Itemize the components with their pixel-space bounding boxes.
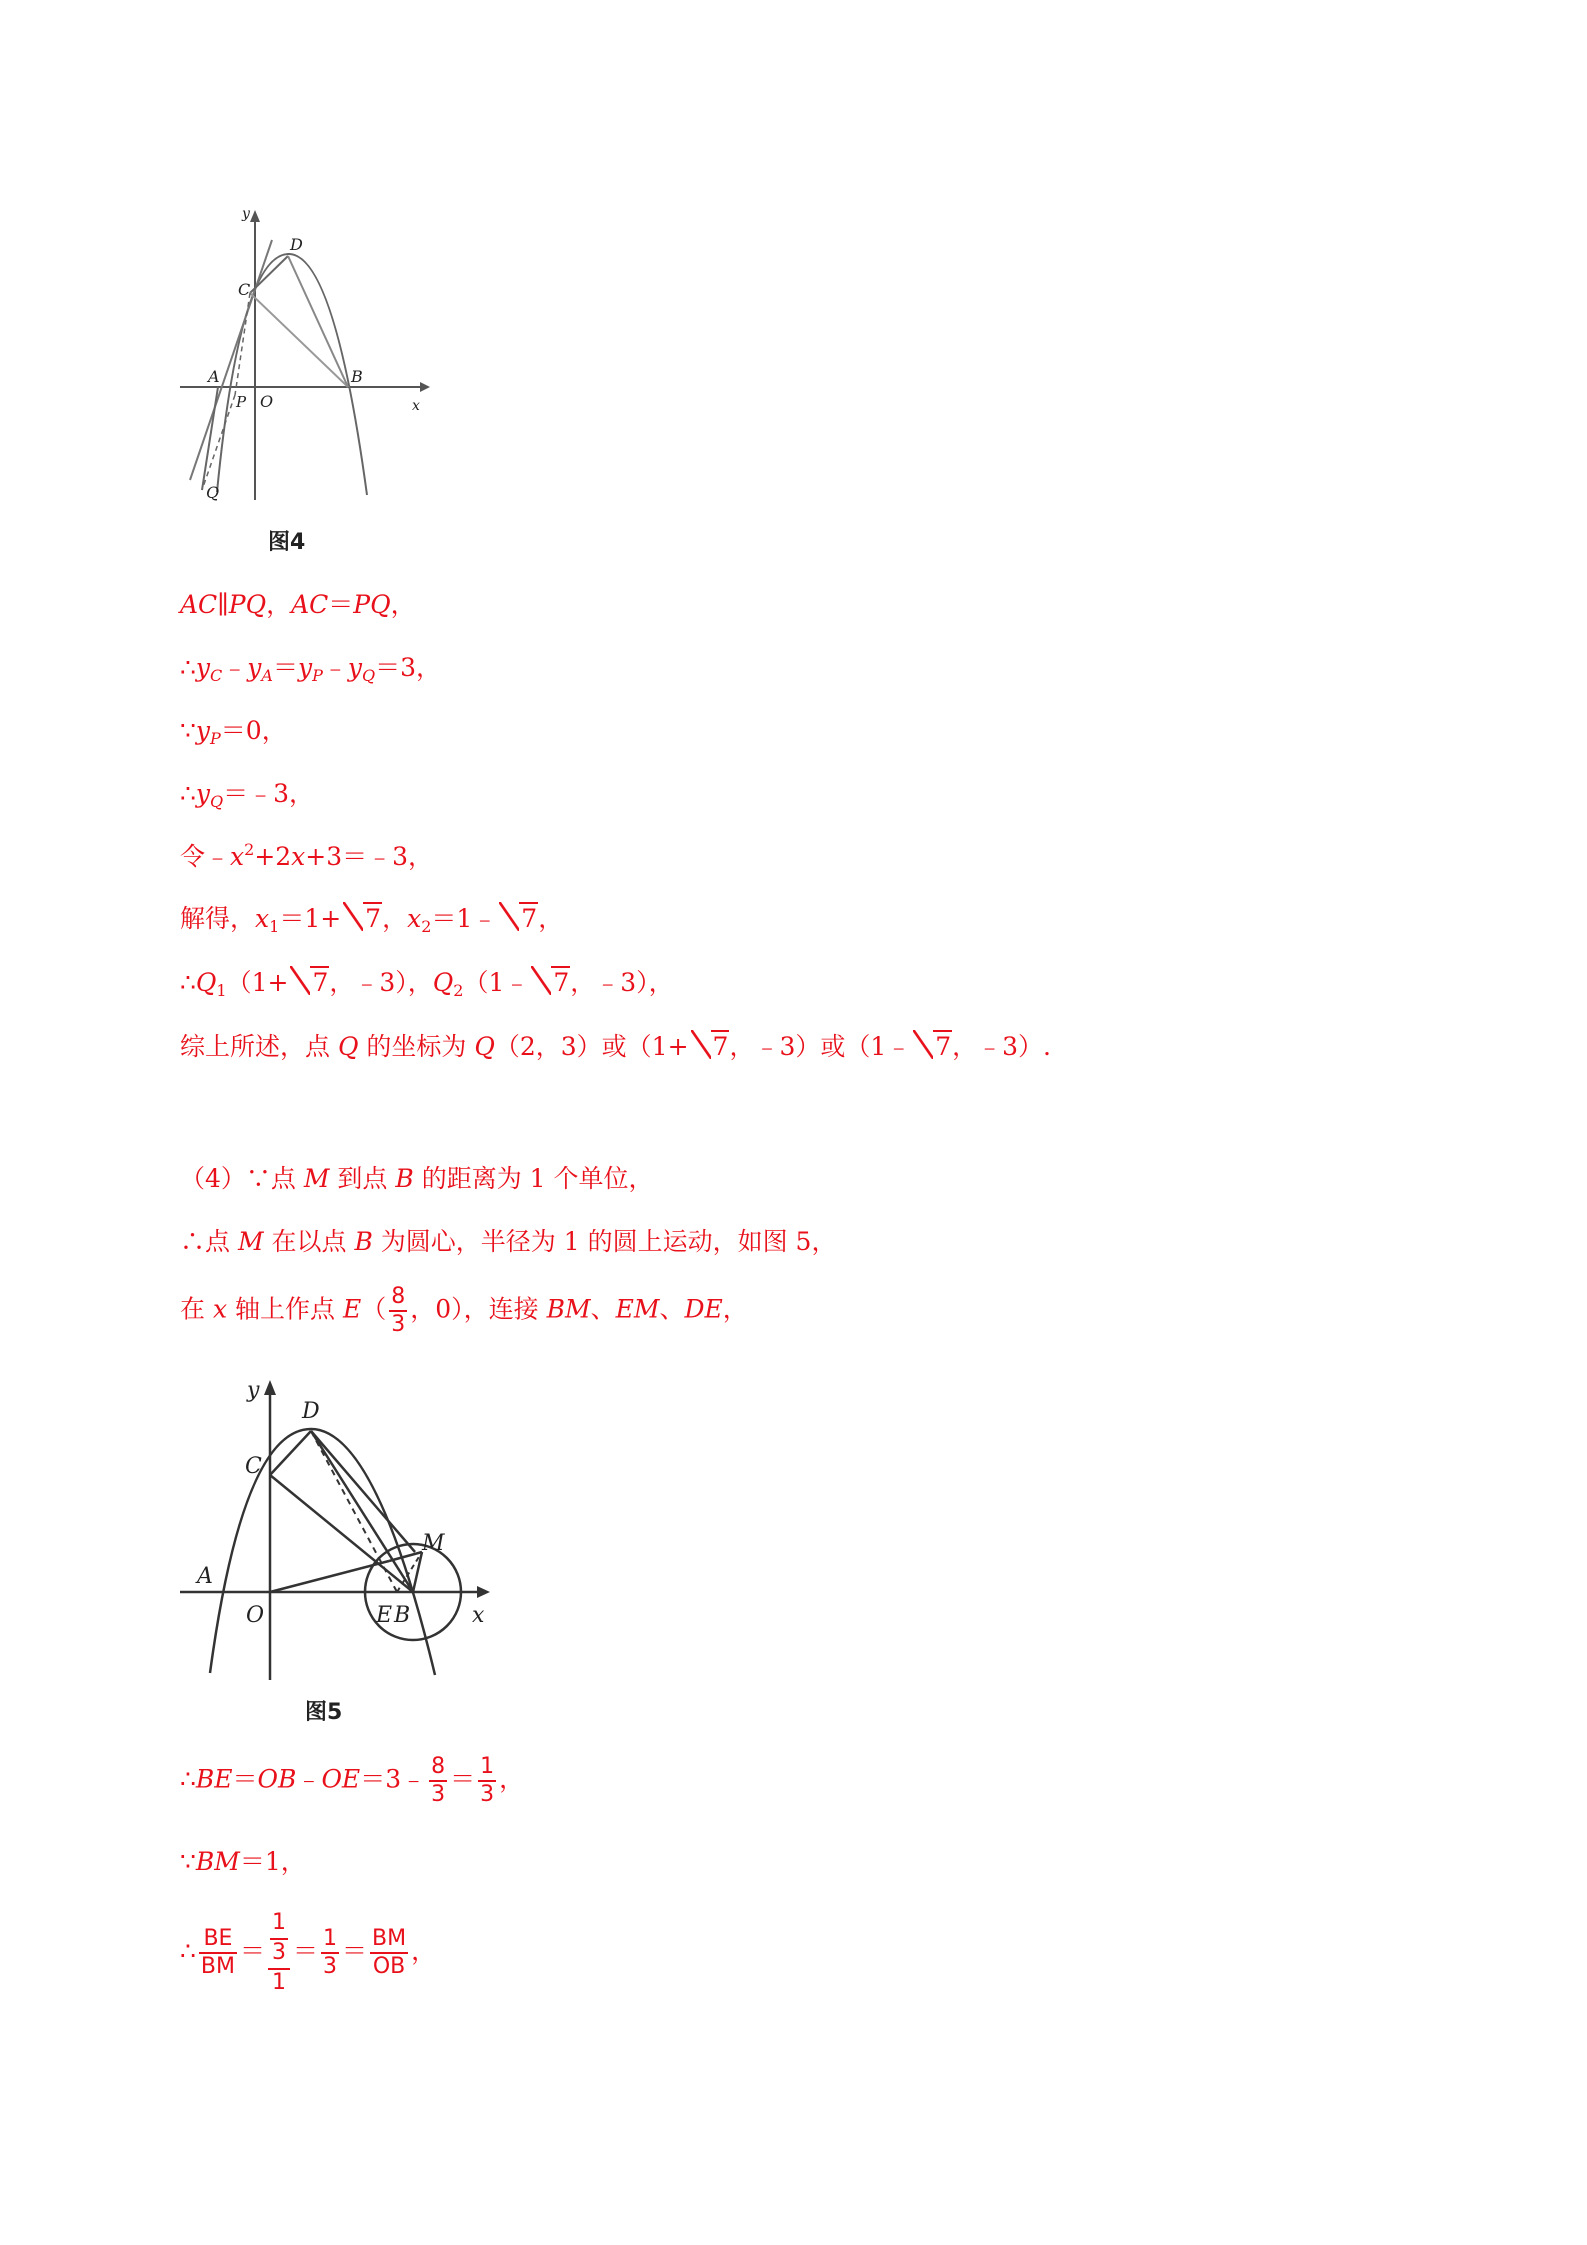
line-solutions: 解得，$x_1=1+ 7$，$x_2=1﹣$ 7，: [180, 904, 564, 936]
fig5-label-y: y: [247, 1378, 260, 1403]
fraction-bm-ob: $\frac{BM}{OB}$: [372, 1926, 407, 1979]
fig5-label-b: B: [394, 1603, 411, 1628]
line-summary: 综上所述，点 Q 的坐标为 Q（2，3）或（1+ 7，﹣3）或（1﹣ 7，﹣3）.: [180, 1032, 1052, 1061]
fig5-label-e: E: [376, 1603, 393, 1628]
line-q-points: $\therefore Q_1(1+ 7$，﹣3），$Q_2(1﹣$ 7，﹣3），: [180, 968, 674, 1000]
figure-5-caption: 图5: [305, 1700, 343, 1725]
fig5-label-c: C: [245, 1454, 262, 1479]
line-part-4: （4）∵点 M 到点 B 的距离为 1 个单位，: [180, 1164, 654, 1193]
fraction-8-3-b: $\frac{8}{3}$: [431, 1754, 446, 1807]
fig4-label-a: A: [208, 367, 220, 386]
fraction-inner-1-3: $\frac{1}{3}$: [272, 1910, 286, 1965]
fig5-label-d: D: [302, 1399, 320, 1424]
fig4-label-q: Q: [206, 483, 220, 502]
line-ac-parallel-pq: AC∥PQ，AC＝PQ，: [180, 590, 416, 619]
line-yc-minus-ya: $\therefore y_C﹣y_A=y_P﹣y_Q=3$，: [180, 653, 442, 685]
fraction-third-over-1: $\frac{\frac{1}{3}}{1}$: [268, 1912, 290, 1994]
fig4-label-b: B: [351, 367, 363, 386]
fig4-segment-db: [288, 256, 348, 387]
fig5-label-a: A: [197, 1564, 213, 1589]
fig4-line-ac: [190, 240, 272, 480]
line-circle-motion: ∴点 M 在以点 B 为圆心，半径为 1 的圆上运动，如图 5，: [180, 1227, 837, 1256]
line-point-e: 在 x 轴上作点 E（ $\frac{8}{3}$ ，0），连接 BM、EM、DE，: [180, 1284, 748, 1337]
fig5-segment-cd: [270, 1431, 311, 1475]
fraction-8-3: $\frac{8}{3}$: [391, 1284, 406, 1337]
fig5-y-arrow: [264, 1380, 276, 1395]
fig5-label-m: M: [422, 1531, 445, 1556]
fig4-label-x: x: [412, 398, 420, 414]
fig4-label-d: D: [290, 235, 303, 254]
fig4-label-y: y: [242, 206, 250, 222]
fig4-label-p: P: [236, 393, 247, 411]
fraction-1-3-c: $\frac{1}{3}$: [323, 1926, 338, 1979]
line-ratio: ∴ $\frac{BE}{BM}$ ＝ $\frac{\frac{1}{3}}{1}$ ＝ $\frac{1}{3}$ ＝ $\frac{BM}{OB}$ ，: [180, 1910, 437, 1995]
fig5-label-x: x: [472, 1603, 485, 1628]
fig4-segment-cb: [250, 293, 348, 387]
fig5-x-arrow: [477, 1586, 490, 1598]
line-be-value: ∴BE＝OB﹣OE＝3﹣ $\frac{8}{3}$ ＝ $\frac{1}{3}$ ，: [180, 1754, 525, 1807]
figure-5-diagram: [175, 1375, 505, 1685]
figure-4-diagram: [170, 200, 430, 500]
fig4-y-arrow: [250, 210, 260, 222]
fig5-segment-oe: [270, 1561, 389, 1592]
fraction-1-3: $\frac{1}{3}$: [480, 1754, 495, 1807]
line-bm-value: ∵BM＝1，: [180, 1847, 306, 1876]
fig5-label-o: O: [246, 1603, 265, 1628]
figure-4-caption: 图4: [268, 530, 306, 555]
fig5-segment-db: [311, 1431, 415, 1552]
line-yp-zero: $\because y_P=0$，: [180, 716, 287, 748]
fig4-label-o: O: [260, 392, 274, 411]
fraction-be-bm: $\frac{BE}{BM}$: [200, 1926, 235, 1979]
line-yq-value: $\therefore y_Q=﹣3$，: [180, 779, 315, 811]
fig4-label-c: C: [238, 280, 251, 299]
fig4-x-arrow: [420, 382, 430, 392]
line-equation: 令$﹣x^2+2x+3=﹣3$，: [180, 840, 434, 871]
